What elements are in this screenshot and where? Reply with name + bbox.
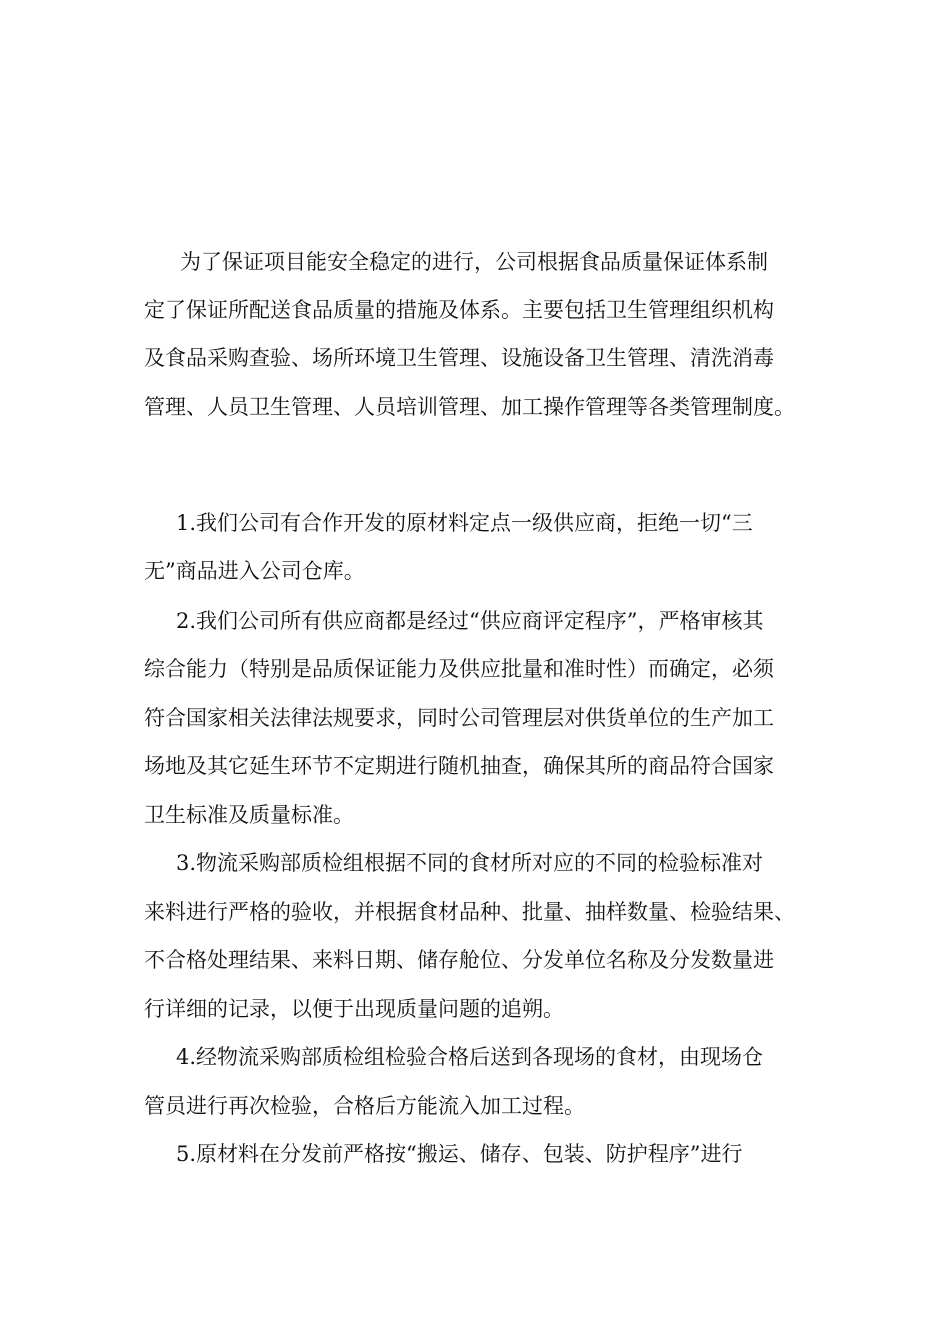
- intro-line-3: 及食品采购查验、场所环境卫生管理、设施设备卫生管理、清洗消毒: [144, 346, 774, 370]
- item-1-line-2: 无”商品进入公司仓库。: [144, 559, 365, 583]
- item-3-line-4: 行详细的记录，以便于出现质量问题的追朔。: [144, 997, 564, 1021]
- item-2-line-5: 卫生标准及质量标准。: [144, 803, 354, 827]
- intro-line-4: 管理、人员卫生管理、人员培训管理、加工操作管理等各类管理制度。: [144, 395, 795, 419]
- item-4-line-2: 管员进行再次检验，合格后方能流入加工过程。: [144, 1094, 585, 1118]
- intro-line-2: 定了保证所配送食品质量的措施及体系。主要包括卫生管理组织机构: [144, 298, 774, 322]
- item-1-line-1: 1.我们公司有合作开发的原材料定点一级供应商，拒绝一切“三: [176, 511, 753, 535]
- item-3-line-2: 来料进行严格的验收，并根据食材品种、批量、抽样数量、检验结果、: [144, 900, 795, 924]
- item-5-line-1: 5.原材料在分发前严格按“搬运、储存、包装、防护程序”进行: [176, 1142, 743, 1166]
- item-2-line-4: 场地及其它延生环节不定期进行随机抽查，确保其所的商品符合国家: [144, 754, 774, 778]
- item-2-line-2: 综合能力（特别是品质保证能力及供应批量和准时性）而确定，必须: [144, 657, 774, 681]
- item-2-line-3: 符合国家相关法律法规要求，同时公司管理层对供货单位的生产加工: [144, 706, 774, 730]
- item-3-line-3: 不合格处理结果、来料日期、储存舱位、分发单位名称及分发数量进: [144, 948, 774, 972]
- item-4-line-1: 4.经物流采购部质检组检验合格后送到各现场的食材，由现场仓: [176, 1045, 764, 1069]
- item-2-line-1: 2.我们公司所有供应商都是经过“供应商评定程序”，严格审核其: [176, 609, 764, 633]
- intro-line-1: 为了保证项目能安全稳定的进行，公司根据食品质量保证体系制: [180, 250, 768, 274]
- item-3-line-1: 3.物流采购部质检组根据不同的食材所对应的不同的检验标准对: [176, 851, 764, 875]
